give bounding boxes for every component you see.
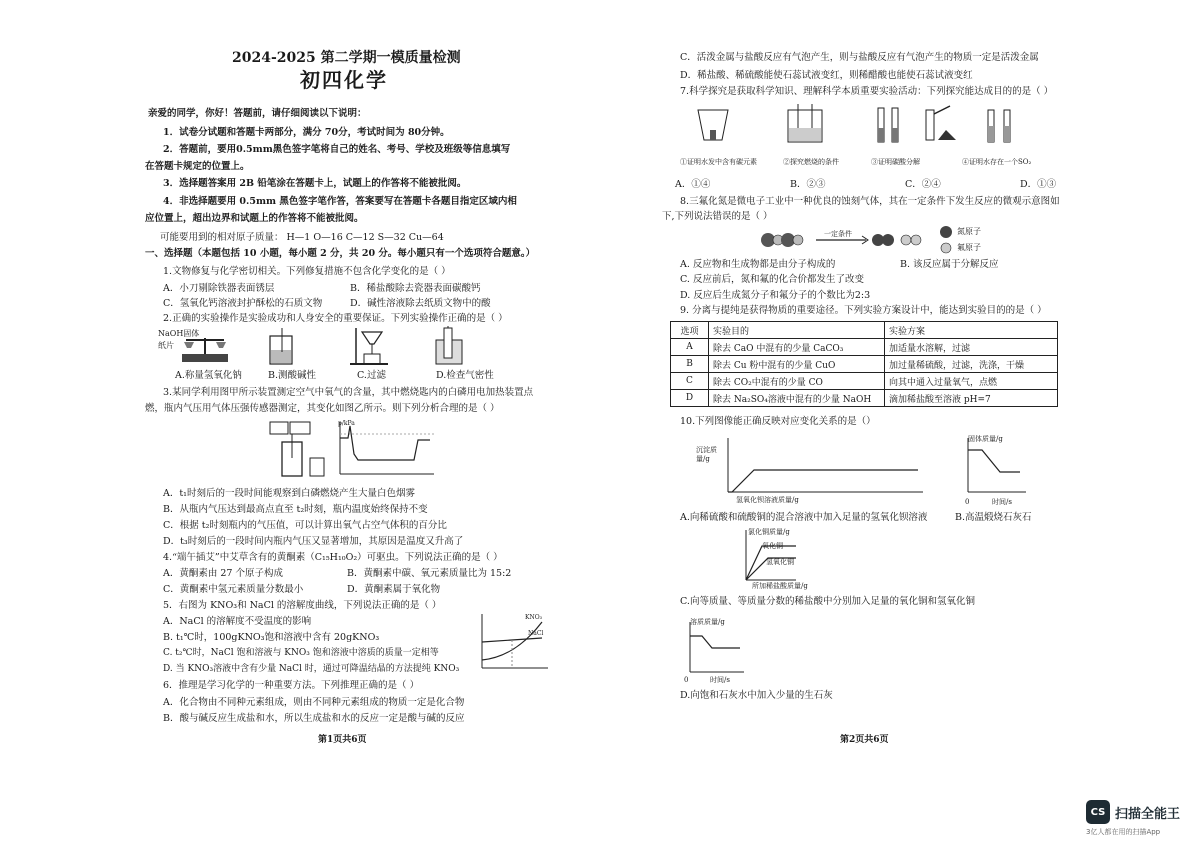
table-row — [671, 390, 1058, 407]
q1-option-a: A．小刀剔除铁器表面锈层 — [163, 283, 275, 294]
q7-fig4-label: ④证明水存在一个SO₂ — [962, 158, 1032, 166]
watermark-tagline: 3亿人都在用的扫描App — [1086, 828, 1161, 836]
q8-option-c: C. 反应前后，氮和氟的化合价都发生了改变 — [680, 274, 864, 285]
q10-c-line1: 氧化铜 — [762, 542, 783, 550]
note-2b: 在答题卡规定的位置上。 — [145, 161, 250, 172]
q10-c-xlabel: 所加稀盐酸质量/g — [752, 582, 808, 590]
flask-apparatus-icon — [270, 422, 324, 476]
q10-a-xlabel: 氢氧化钡溶液质量/g — [736, 496, 799, 504]
watermark-name: 扫描全能王 — [1115, 806, 1181, 822]
beaker-burning-icon — [788, 104, 822, 142]
q6-stem: 6．推理是学习化学的一种重要方法。下列推理正确的是（ ） — [163, 680, 420, 691]
q7-option-a: A．①④ — [675, 179, 711, 190]
q9-stem: 9. 分离与提纯是获得物质的重要途径。下列实验方案设计中，能达到实验目的的是（ ） — [680, 305, 1047, 316]
filter-funnel-icon — [350, 328, 388, 364]
q3-fig-axis: p/kPa — [338, 420, 355, 427]
q6-option-a: A．化合物由不同种元素组成，则由不同种元素组成的物质一定是化合物 — [163, 697, 465, 708]
q10-option-d: D.向饱和石灰水中加入少量的生石灰 — [680, 690, 833, 701]
q2-option-b: B.测酸碱性 — [268, 370, 317, 381]
product-molecules-icon — [872, 234, 921, 246]
table-cell: 加过量稀硫酸，过滤，洗涤，干燥 — [885, 356, 1058, 373]
q7-fig1-label: ①证明水发中含有碳元素 — [680, 158, 757, 166]
q10-graph-b — [960, 436, 1030, 502]
q5-fig-nacl: NaCl — [528, 630, 544, 637]
q10-c-ylabel: 氯化铜质量/g — [748, 528, 790, 536]
q10-graph-d — [684, 620, 748, 680]
page-2-footer: 第2页共6页 — [840, 735, 889, 745]
note-2: 2．答题前，要用0.5mm黑色签字笔将自己的姓名、考号、学校及班级等信息填写 — [163, 144, 511, 155]
table-cell: 滴加稀盐酸至溶液 pH=7 — [885, 390, 1058, 407]
q2-apparatus-figure — [178, 326, 498, 368]
q7-fig3-label: ③证明碳酸分解 — [871, 158, 920, 166]
q7-option-c: C．②④ — [905, 179, 941, 190]
scanner-watermark — [1086, 800, 1180, 824]
table-row — [671, 339, 1058, 356]
q8-option-b: B. 该反应属于分解反应 — [900, 259, 999, 270]
q3-option-b: B．从瓶内气压达到最高点直至 t₂时刻，瓶内温度始终保持不变 — [163, 504, 428, 515]
q10-graph-a — [718, 436, 928, 502]
q8-legend-icons — [938, 224, 954, 256]
q5-fig-kno3: KNO₃ — [525, 614, 543, 621]
q5-option-a: A．NaCl 的溶解度不受温度的影响 — [163, 616, 312, 627]
exam-title: 2024-2025 第二学期一模质量检测 — [232, 50, 461, 66]
reactant-molecules-icon — [761, 233, 803, 247]
q10-d-xlabel: 时间/s — [710, 676, 730, 684]
gas-tubes-icon — [988, 110, 1010, 142]
q9-table — [670, 321, 1058, 407]
q5-option-d: D. 当 KNO₃溶液中含有少量 NaCl 时，通过可降温结晶的方法提纯 KNO₃ — [163, 664, 460, 674]
page-1-footer: 第1页共6页 — [318, 735, 367, 745]
balance-icon — [182, 338, 228, 362]
q2-option-c: C.过滤 — [357, 370, 386, 381]
q4-option-d: D．黄酮素属于氧化物 — [347, 584, 441, 595]
q2-fig-label2: 纸片 — [158, 341, 174, 350]
table-header-row — [671, 322, 1058, 339]
q4-stem: 4.“端午插艾”中艾草含有的黄酮素（C₁₅H₁₀O₂）可驱虫。下列说法正确的是（ ） — [163, 552, 503, 563]
table-cell: C — [671, 373, 709, 390]
subject-title: 初四化学 — [300, 68, 388, 92]
q1-option-d: D．碱性溶液除去纸质文物中的酸 — [350, 298, 491, 309]
q8-legend-fluorine: 氟原子 — [957, 243, 981, 252]
q1-stem: 1.文物修复与化学密切相关。下列修复措施不包含化学变化的是（ ） — [163, 266, 451, 277]
q7-fig2-label: ②探究燃烧的条件 — [783, 158, 839, 166]
table-cell: A — [671, 339, 709, 356]
table-row — [671, 356, 1058, 373]
q8-legend-nitrogen: 氮原子 — [957, 227, 981, 236]
table-cell: 加适量水溶解，过滤 — [885, 339, 1058, 356]
test-tube-icon — [436, 326, 462, 364]
q7-option-b: B．②③ — [790, 179, 826, 190]
q5-option-b: B. t₁℃时，100gKNO₃饱和溶液中含有 20gKNO₃ — [163, 632, 380, 643]
q10-option-a: A.向稀硫酸和硫酸铜的混合溶液中加入足量的氢氧化钡溶液 — [680, 512, 928, 523]
q5-stem: 5．右图为 KNO₃和 NaCl 的溶解度曲线，下列说法正确的是（ ） — [163, 600, 442, 611]
q3-option-d: D．t₃时刻后的一段时间内瓶内气压又显著增加，其原因是温度又升高了 — [163, 536, 464, 547]
q6-option-c: C．活泼金属与盐酸反应有气泡产生，则与盐酸反应有气泡产生的物质一定是活泼金属 — [680, 52, 1039, 63]
table-row — [671, 373, 1058, 390]
q10-stem: 10.下列图像能正确反映对应变化关系的是（） — [680, 416, 876, 427]
q6-option-d: D．稀盐酸、稀硫酸能使石蕊试液变红，则稀醋酸也能使石蕊试液变红 — [680, 70, 973, 81]
q2-fig-label: NaOH固体 — [158, 329, 200, 338]
table-header: 选项 — [671, 322, 709, 339]
beaker-icon — [270, 328, 292, 364]
q8-stem-1: 8.三氟化氮是微电子工业中一种优良的蚀刻气体，其在一定条件下发生反应的微观示意图如 — [680, 196, 1060, 207]
note-4b: 应位置上，超出边界和试题上的作答将不能被批阅。 — [145, 213, 364, 224]
q2-option-d: D.检查气密性 — [436, 370, 494, 381]
q8-stem-2: 下,下列说法错误的是（ ） — [662, 211, 773, 222]
note-4: 4．非选择题要用 0.5mm 黑色签字笔作答，答案要写在答题卡各题目指定区域内相 — [163, 196, 517, 207]
table-cell: 除去 CO₂中混有的少量 CO — [709, 373, 885, 390]
q10-option-c: C.向等质量、等质量分数的稀盐酸中分别加入足量的氧化铜和氢氧化铜 — [680, 596, 975, 607]
q1-option-c: C．氢氧化钙溶液封护酥松的石质文物 — [163, 298, 323, 309]
candle-beaker-icon — [698, 110, 728, 140]
table-cell: 除去 CaO 中混有的少量 CaCO₃ — [709, 339, 885, 356]
q10-d-ylabel: 溶质质量/g — [690, 618, 725, 626]
table-cell: D — [671, 390, 709, 407]
q3-option-a: A．t₁时刻后的一段时间能观察到白磷燃烧产生大量白色烟雾 — [163, 488, 415, 499]
q3-stem-2: 燃，瓶内气压用气体压强传感器测定，其变化如图乙所示。则下列分析合理的是（ ） — [145, 403, 500, 414]
q1-option-b: B．稀盐酸除去瓷器表面碳酸钙 — [350, 283, 481, 294]
q8-option-a: A. 反应物和生成物都是由分子构成的 — [680, 259, 836, 270]
q10-a-ylabel: 沉淀质量/g — [696, 446, 717, 463]
tubes-icon — [878, 108, 898, 142]
q10-option-b: B.高温煅烧石灰石 — [955, 512, 1032, 523]
q4-option-b: B．黄酮素中碳、氧元素质量比为 15:2 — [347, 568, 512, 579]
q3-stem-1: 3.某同学利用图甲所示装置测定空气中氧气的含量，其中燃烧匙内的白磷用电加热装置点 — [163, 387, 534, 398]
q8-condition: 一定条件 — [824, 230, 852, 238]
q2-stem: 2.正确的实验操作是实验成功和人身安全的重要保证。下列实验操作正确的是（ ） — [163, 313, 508, 324]
atomic-masses: 可能要用到的相对原子质量： H—1 O—16 C—12 S—32 Cu—64 — [160, 232, 444, 243]
q6-option-b: B．酸与碱反应生成盐和水，所以生成盐和水的反应一定是酸与碱的反应 — [163, 713, 465, 724]
section-1-heading: 一、选择题（本题包括 10 小题，每小题 2 分，共 20 分。每小题只有一个选项符合题意。） — [145, 248, 536, 259]
table-cell: B — [671, 356, 709, 373]
q4-option-a: A．黄酮素由 27 个原子构成 — [163, 568, 283, 579]
table-cell: 向其中通入过量氧气，点燃 — [885, 373, 1058, 390]
table-header: 实验目的 — [709, 322, 885, 339]
q5-option-c: C. t₂℃时，NaCl 饱和溶液与 KNO₃ 饱和溶液中溶质的质量一定相等 — [163, 648, 439, 658]
note-1: 1．试卷分试题和答题卡两部分，满分 70分，考试时间为 80分钟。 — [163, 127, 450, 138]
q10-b-origin: 0 — [965, 498, 970, 506]
intro: 亲爱的同学，你好！答题前，请仔细阅读以下说明： — [148, 108, 367, 119]
q10-b-ylabel: 固体质量/g — [968, 435, 1003, 443]
q7-experiment-figure — [688, 100, 1058, 156]
table-cell: 除去 Cu 粉中混有的少量 CuO — [709, 356, 885, 373]
q10-c-line2: 氢氧化铜 — [766, 558, 794, 566]
q7-stem: 7.科学探究是获取科学知识、理解科学本质重要实验活动：下列探究能达成目的的是（ ） — [680, 86, 1054, 97]
q3-option-c: C．根据 t₂时刻瓶内的气压值，可以计算出氧气占空气体积的百分比 — [163, 520, 447, 531]
retort-icon — [926, 106, 956, 140]
page-2 — [600, 0, 1200, 847]
camscanner-logo-icon: CS — [1086, 800, 1110, 824]
q4-option-c: C．黄酮素中氢元素质量分数最小 — [163, 584, 304, 595]
q8-option-d: D. 反应后生成氮分子和氟分子的个数比为2:3 — [680, 290, 871, 301]
note-3: 3．选择题答案用 2B 铅笔涂在答题卡上，试题上的作答将不能被批阅。 — [163, 178, 467, 189]
q10-b-xlabel: 时间/s — [992, 498, 1012, 506]
table-cell: 除去 Na₂SO₄溶液中混有的少量 NaOH — [709, 390, 885, 407]
q2-option-a: A.称量氢氧化钠 — [175, 370, 242, 381]
table-header: 实验方案 — [885, 322, 1058, 339]
q10-d-origin: 0 — [684, 676, 689, 684]
q7-option-d: D．①③ — [1020, 179, 1057, 190]
